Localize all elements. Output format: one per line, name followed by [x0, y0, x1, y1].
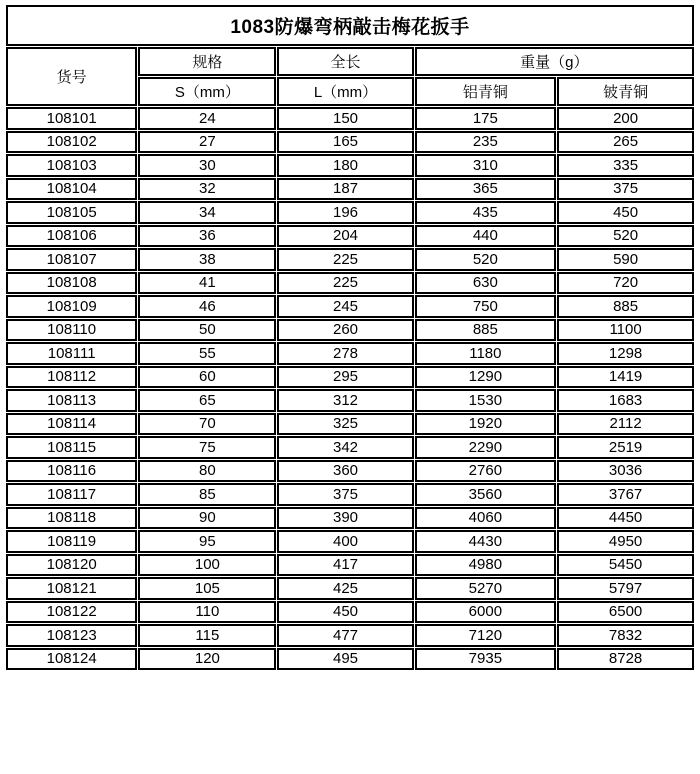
table-cell: 32 — [138, 178, 276, 201]
table-cell: 108123 — [6, 624, 137, 647]
table-row — [6, 342, 694, 365]
table-row — [6, 154, 694, 177]
table-cell: 295 — [277, 366, 413, 389]
table-row — [6, 319, 694, 342]
column-header-spec-group: 规格 — [138, 47, 276, 76]
table-cell: 310 — [415, 154, 557, 177]
table-cell: 8728 — [557, 648, 694, 671]
table-row — [6, 178, 694, 201]
column-header-spec-s-mm: S（mm） — [138, 77, 276, 106]
table-cell: 2290 — [415, 436, 557, 459]
table-cell: 165 — [277, 131, 413, 154]
table-cell: 245 — [277, 295, 413, 318]
table-cell: 630 — [415, 272, 557, 295]
table-cell: 400 — [277, 530, 413, 553]
table-cell: 1920 — [415, 413, 557, 436]
table-cell: 108117 — [6, 483, 137, 506]
table-cell: 95 — [138, 530, 276, 553]
table-cell: 108102 — [6, 131, 137, 154]
table-cell: 5450 — [557, 554, 694, 577]
table-row — [6, 366, 694, 389]
table-cell: 365 — [415, 178, 557, 201]
table-row — [6, 554, 694, 577]
table-row — [6, 624, 694, 647]
table-cell: 335 — [557, 154, 694, 177]
table-row — [6, 248, 694, 271]
table-row — [6, 225, 694, 248]
table-cell: 150 — [277, 107, 413, 130]
table-cell: 24 — [138, 107, 276, 130]
table-cell: 1419 — [557, 366, 694, 389]
table-cell: 108110 — [6, 319, 137, 342]
table-cell: 720 — [557, 272, 694, 295]
table-cell: 375 — [277, 483, 413, 506]
table-cell: 50 — [138, 319, 276, 342]
table-cell: 225 — [277, 248, 413, 271]
table-cell: 2760 — [415, 460, 557, 483]
table-body — [6, 107, 694, 670]
table-cell: 108109 — [6, 295, 137, 318]
table-cell: 60 — [138, 366, 276, 389]
table-cell: 6500 — [557, 601, 694, 624]
table-cell: 108119 — [6, 530, 137, 553]
table-cell: 278 — [277, 342, 413, 365]
table-row — [6, 131, 694, 154]
column-header-aluminum-bronze: 铝青铜 — [415, 77, 557, 106]
table-row — [6, 107, 694, 130]
table-cell: 6000 — [415, 601, 557, 624]
table-cell: 41 — [138, 272, 276, 295]
column-header-item-no: 货号 — [6, 47, 137, 106]
table-cell: 312 — [277, 389, 413, 412]
table-cell: 34 — [138, 201, 276, 224]
table-row — [6, 389, 694, 412]
table-row — [6, 648, 694, 671]
table-cell: 204 — [277, 225, 413, 248]
title-row — [6, 5, 694, 46]
table-cell: 90 — [138, 507, 276, 530]
table-cell: 1298 — [557, 342, 694, 365]
table-row — [6, 460, 694, 483]
table-cell: 360 — [277, 460, 413, 483]
table-cell: 110 — [138, 601, 276, 624]
table-cell: 435 — [415, 201, 557, 224]
table-cell: 5270 — [415, 577, 557, 600]
table-cell: 375 — [557, 178, 694, 201]
table-cell: 55 — [138, 342, 276, 365]
table-cell: 225 — [277, 272, 413, 295]
table-cell: 120 — [138, 648, 276, 671]
table-cell: 3767 — [557, 483, 694, 506]
table-cell: 108120 — [6, 554, 137, 577]
table-cell: 196 — [277, 201, 413, 224]
header-row-groups — [6, 47, 694, 76]
table-cell: 38 — [138, 248, 276, 271]
table-cell: 450 — [277, 601, 413, 624]
table-cell: 108101 — [6, 107, 137, 130]
table-row — [6, 507, 694, 530]
table-cell: 885 — [557, 295, 694, 318]
table-cell: 36 — [138, 225, 276, 248]
column-header-weight-group: 重量（g） — [415, 47, 694, 76]
table-cell: 70 — [138, 413, 276, 436]
table-cell: 108104 — [6, 178, 137, 201]
table-cell: 75 — [138, 436, 276, 459]
table-cell: 7832 — [557, 624, 694, 647]
table-cell: 4980 — [415, 554, 557, 577]
table-cell: 1180 — [415, 342, 557, 365]
table-cell: 5797 — [557, 577, 694, 600]
table-cell: 200 — [557, 107, 694, 130]
table-cell: 390 — [277, 507, 413, 530]
table-row — [6, 436, 694, 459]
table-row — [6, 601, 694, 624]
table-cell: 4950 — [557, 530, 694, 553]
table-cell: 1290 — [415, 366, 557, 389]
table-cell: 108115 — [6, 436, 137, 459]
table-cell: 7935 — [415, 648, 557, 671]
table-cell: 265 — [557, 131, 694, 154]
table-cell: 46 — [138, 295, 276, 318]
table-cell: 108106 — [6, 225, 137, 248]
table-title: 1083防爆弯柄敲击梅花扳手 — [6, 5, 694, 46]
table-cell: 108113 — [6, 389, 137, 412]
table-row — [6, 295, 694, 318]
table-cell: 3036 — [557, 460, 694, 483]
table-cell: 450 — [557, 201, 694, 224]
table-cell: 30 — [138, 154, 276, 177]
table-cell: 108108 — [6, 272, 137, 295]
table-cell: 1530 — [415, 389, 557, 412]
table-cell: 115 — [138, 624, 276, 647]
table-cell: 1683 — [557, 389, 694, 412]
table-cell: 325 — [277, 413, 413, 436]
table-cell: 105 — [138, 577, 276, 600]
column-header-beryllium-bronze: 铍青铜 — [557, 77, 694, 106]
table-cell: 495 — [277, 648, 413, 671]
table-cell: 520 — [557, 225, 694, 248]
table-cell: 3560 — [415, 483, 557, 506]
table-cell: 2112 — [557, 413, 694, 436]
table-cell: 4060 — [415, 507, 557, 530]
table-cell: 425 — [277, 577, 413, 600]
table-cell: 175 — [415, 107, 557, 130]
table-cell: 2519 — [557, 436, 694, 459]
table-cell: 80 — [138, 460, 276, 483]
table-cell: 440 — [415, 225, 557, 248]
table-cell: 4430 — [415, 530, 557, 553]
table-cell: 108118 — [6, 507, 137, 530]
table-row — [6, 413, 694, 436]
table-cell: 342 — [277, 436, 413, 459]
table-row — [6, 201, 694, 224]
table-cell: 477 — [277, 624, 413, 647]
table-cell: 108122 — [6, 601, 137, 624]
table-cell: 108107 — [6, 248, 137, 271]
table-cell: 100 — [138, 554, 276, 577]
table-cell: 108112 — [6, 366, 137, 389]
table-row — [6, 577, 694, 600]
table-cell: 108124 — [6, 648, 137, 671]
table-cell: 885 — [415, 319, 557, 342]
column-header-length-group: 全长 — [277, 47, 413, 76]
table-row — [6, 530, 694, 553]
table-cell: 108103 — [6, 154, 137, 177]
table-row — [6, 272, 694, 295]
table-cell: 108116 — [6, 460, 137, 483]
table-cell: 7120 — [415, 624, 557, 647]
table-cell: 590 — [557, 248, 694, 271]
table-cell: 180 — [277, 154, 413, 177]
table-cell: 260 — [277, 319, 413, 342]
table-cell: 1100 — [557, 319, 694, 342]
table-cell: 520 — [415, 248, 557, 271]
table-cell: 27 — [138, 131, 276, 154]
table-cell: 108114 — [6, 413, 137, 436]
table-cell: 108121 — [6, 577, 137, 600]
table-cell: 108105 — [6, 201, 137, 224]
table-cell: 65 — [138, 389, 276, 412]
spec-table — [5, 4, 695, 671]
table-cell: 187 — [277, 178, 413, 201]
table-cell: 235 — [415, 131, 557, 154]
table-cell: 417 — [277, 554, 413, 577]
table-row — [6, 483, 694, 506]
table-cell: 85 — [138, 483, 276, 506]
table-cell: 4450 — [557, 507, 694, 530]
table-cell: 750 — [415, 295, 557, 318]
column-header-length-l-mm: L（mm） — [277, 77, 413, 106]
table-cell: 108111 — [6, 342, 137, 365]
